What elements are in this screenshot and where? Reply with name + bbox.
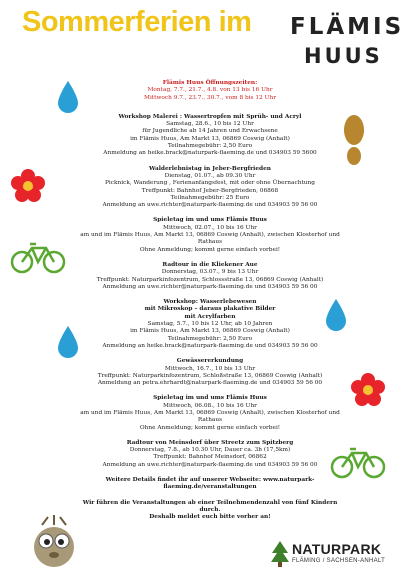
event-line: Picknick, Wanderung , Ferienanfangsfest, mit oder ohne Übernachtung xyxy=(105,180,315,187)
event-line: für Jugendliche ab 14 Jahren und Erwachsene xyxy=(142,128,278,135)
event-list xyxy=(80,80,340,522)
event-heading: Workshop: Wasserlebewesen xyxy=(163,299,257,306)
event-item xyxy=(80,299,340,350)
event-line: Ohne Anmeldung; kommt gerne einfach vorbei! xyxy=(139,424,281,431)
event-line: Anmeldung an petra.ehrhardt@naturpark-flaeming.de und 034903 59 56 00 xyxy=(97,380,323,387)
event-line: im Flämis Huus, Am Markt 13, 06869 Coswig (Anhalt) xyxy=(130,135,290,142)
event-line: Donnerstag, 03.07., 9 bis 13 Uhr xyxy=(161,269,259,276)
event-line: Mittwoch, 02.07., 10 bis 16 Uhr xyxy=(163,224,257,231)
mascot-icon xyxy=(28,515,80,571)
event-item xyxy=(80,440,340,469)
event-heading: Radtour von Meinsdorf über Streetz zum Spitzberg xyxy=(126,439,294,446)
event-line: Samstag, 5.7., 10 bis 12 Uhr, ab 10 Jahren xyxy=(147,321,273,328)
event-item xyxy=(80,358,340,387)
event-line: Dienstag, 01.07., ab 09.30 Uhr xyxy=(164,172,256,179)
event-line: Mittwoch, 16.7., 10 bis 13 Uhr xyxy=(164,365,256,372)
event-line: am und im Flämis Huus, Am Markt 13, 06869 Coswig (Anhalt), zwischen Klosterhof und Rathaus xyxy=(80,232,340,246)
event-line: Treffpunkt: Naturparkinfozentrum, Schloßstraße 13, 06869 Coswig (Anhalt) xyxy=(97,372,323,379)
event-heading: Gewässererkundung xyxy=(176,358,244,365)
opening-heading: Flämis Huus Öffnungszeiten: xyxy=(162,80,258,86)
website-line: Weitere Details findet ihr auf unserer Webseite: www.naturpark-flaeming.de/veranstaltungen xyxy=(105,477,315,491)
naturpark-name: NATURPARK xyxy=(292,541,382,557)
event-heading: Spieletag im und ums Flämis Huus xyxy=(153,217,267,224)
event-line: Anmeldung an heike.brack@naturpark-flaeming.de und 034903 59 56 00 xyxy=(102,342,318,349)
page-title: Sommerferien im xyxy=(22,6,252,38)
event-item xyxy=(80,395,340,431)
event-heading: Radtour in die Kliekener Aue xyxy=(162,261,258,268)
naturpark-subtitle: FLÄMING / SACHSEN-ANHALT xyxy=(292,558,386,564)
event-line: Samstag, 28.6., 10 bis 12 Uhr xyxy=(166,121,254,128)
note-line: Deshalb meldet euch bitte vorher an! xyxy=(149,514,271,521)
event-item xyxy=(80,217,340,253)
event-item xyxy=(80,166,340,210)
event-heading: mit Mikroskop – daraus plakative Bilder xyxy=(144,306,276,313)
flaemis-huus-logo xyxy=(290,14,405,72)
event-line: Donnerstag, 7.8., ab 10.30 Uhr, Dauer ca. 3h (17,5km) xyxy=(129,447,291,454)
event-line: Treffpunkt: Bahnhof Meinsdorf, 06862 xyxy=(153,454,267,461)
opening-line: Montag, 7.7., 21.7., 4.8. von 13 bis 16 Uhr xyxy=(147,87,273,94)
tree-icon xyxy=(270,541,290,567)
event-line: Anmeldung an heike.brack@naturpark-flaeming.de und 034903 59 5600 xyxy=(103,150,317,157)
water-drop-icon xyxy=(56,80,80,114)
event-heading: Spieletag im und ums Flämis Huus xyxy=(153,395,267,402)
event-heading: Walderlebnistag in Jeber-Bergfrieden xyxy=(148,165,272,172)
event-line: Treffpunkt: Naturparkinfozentrum, Schlossstraße 13, 06869 Coswig (Anhalt) xyxy=(96,276,324,283)
website-details xyxy=(80,477,340,492)
event-line: Anmeldung an uwe.richter@naturpark-flaeming.de und 034903 59 56 00 xyxy=(102,461,318,468)
event-line: Teilnahmegebühr: 2,50 Euro xyxy=(167,335,253,342)
water-drop-icon xyxy=(56,325,80,359)
event-heading: Workshop Malerei : Wassertropfen mit Sprüh- und Acryl xyxy=(118,113,302,120)
event-line: Treffpunkt: Bahnhof Jeber-Bergfrieden, 06868 xyxy=(141,187,279,194)
naturpark-logo xyxy=(270,537,405,571)
event-item xyxy=(80,114,340,158)
event-line: Mittwoch, 06.08., 10 bis 16 Uhr xyxy=(163,402,257,409)
event-item xyxy=(80,262,340,291)
bicycle-icon xyxy=(10,240,66,274)
event-heading: mit Acrylfarben xyxy=(184,313,236,320)
event-line: im Flämis Huus, Am Markt 13, 06869 Coswig (Anhalt) xyxy=(130,328,290,335)
flower-icon xyxy=(350,372,386,408)
flower-icon xyxy=(10,168,46,204)
event-line: Anmeldung an uwe.richter@naturpark-flaeming.de und 034903 59 56 00 xyxy=(102,283,318,290)
event-line: Anmeldung an uwe.richter@naturpark-flaeming.de und 034903 59 56 00 xyxy=(102,202,318,209)
registration-note xyxy=(80,500,340,522)
opening-line: Mittwoch 9.7., 23.7., 30.7., vom 8 bis 12 Uhr xyxy=(144,94,276,101)
note-line: Wir führen die Veranstaltungen ab einer Teilnehmendenzahl von fünf Kindern durch. xyxy=(82,499,338,513)
logo-line1: FLÄMIS xyxy=(290,14,405,40)
event-line: Teilnahmegebühr: 2,50 Euro xyxy=(167,143,253,150)
opening-hours xyxy=(80,80,340,102)
event-line: Ohne Anmeldung; kommt gerne einfach vorbei! xyxy=(139,246,281,253)
event-line: am und im Flämis Huus, Am Markt 13, 06869 Coswig (Anhalt), zwischen Klosterhof und Rathaus xyxy=(80,409,340,424)
logo-line2: HUUS xyxy=(304,44,383,68)
event-line: Teilnahmegebühr: 25 Euro xyxy=(170,194,250,201)
footprint-icon xyxy=(340,110,368,168)
